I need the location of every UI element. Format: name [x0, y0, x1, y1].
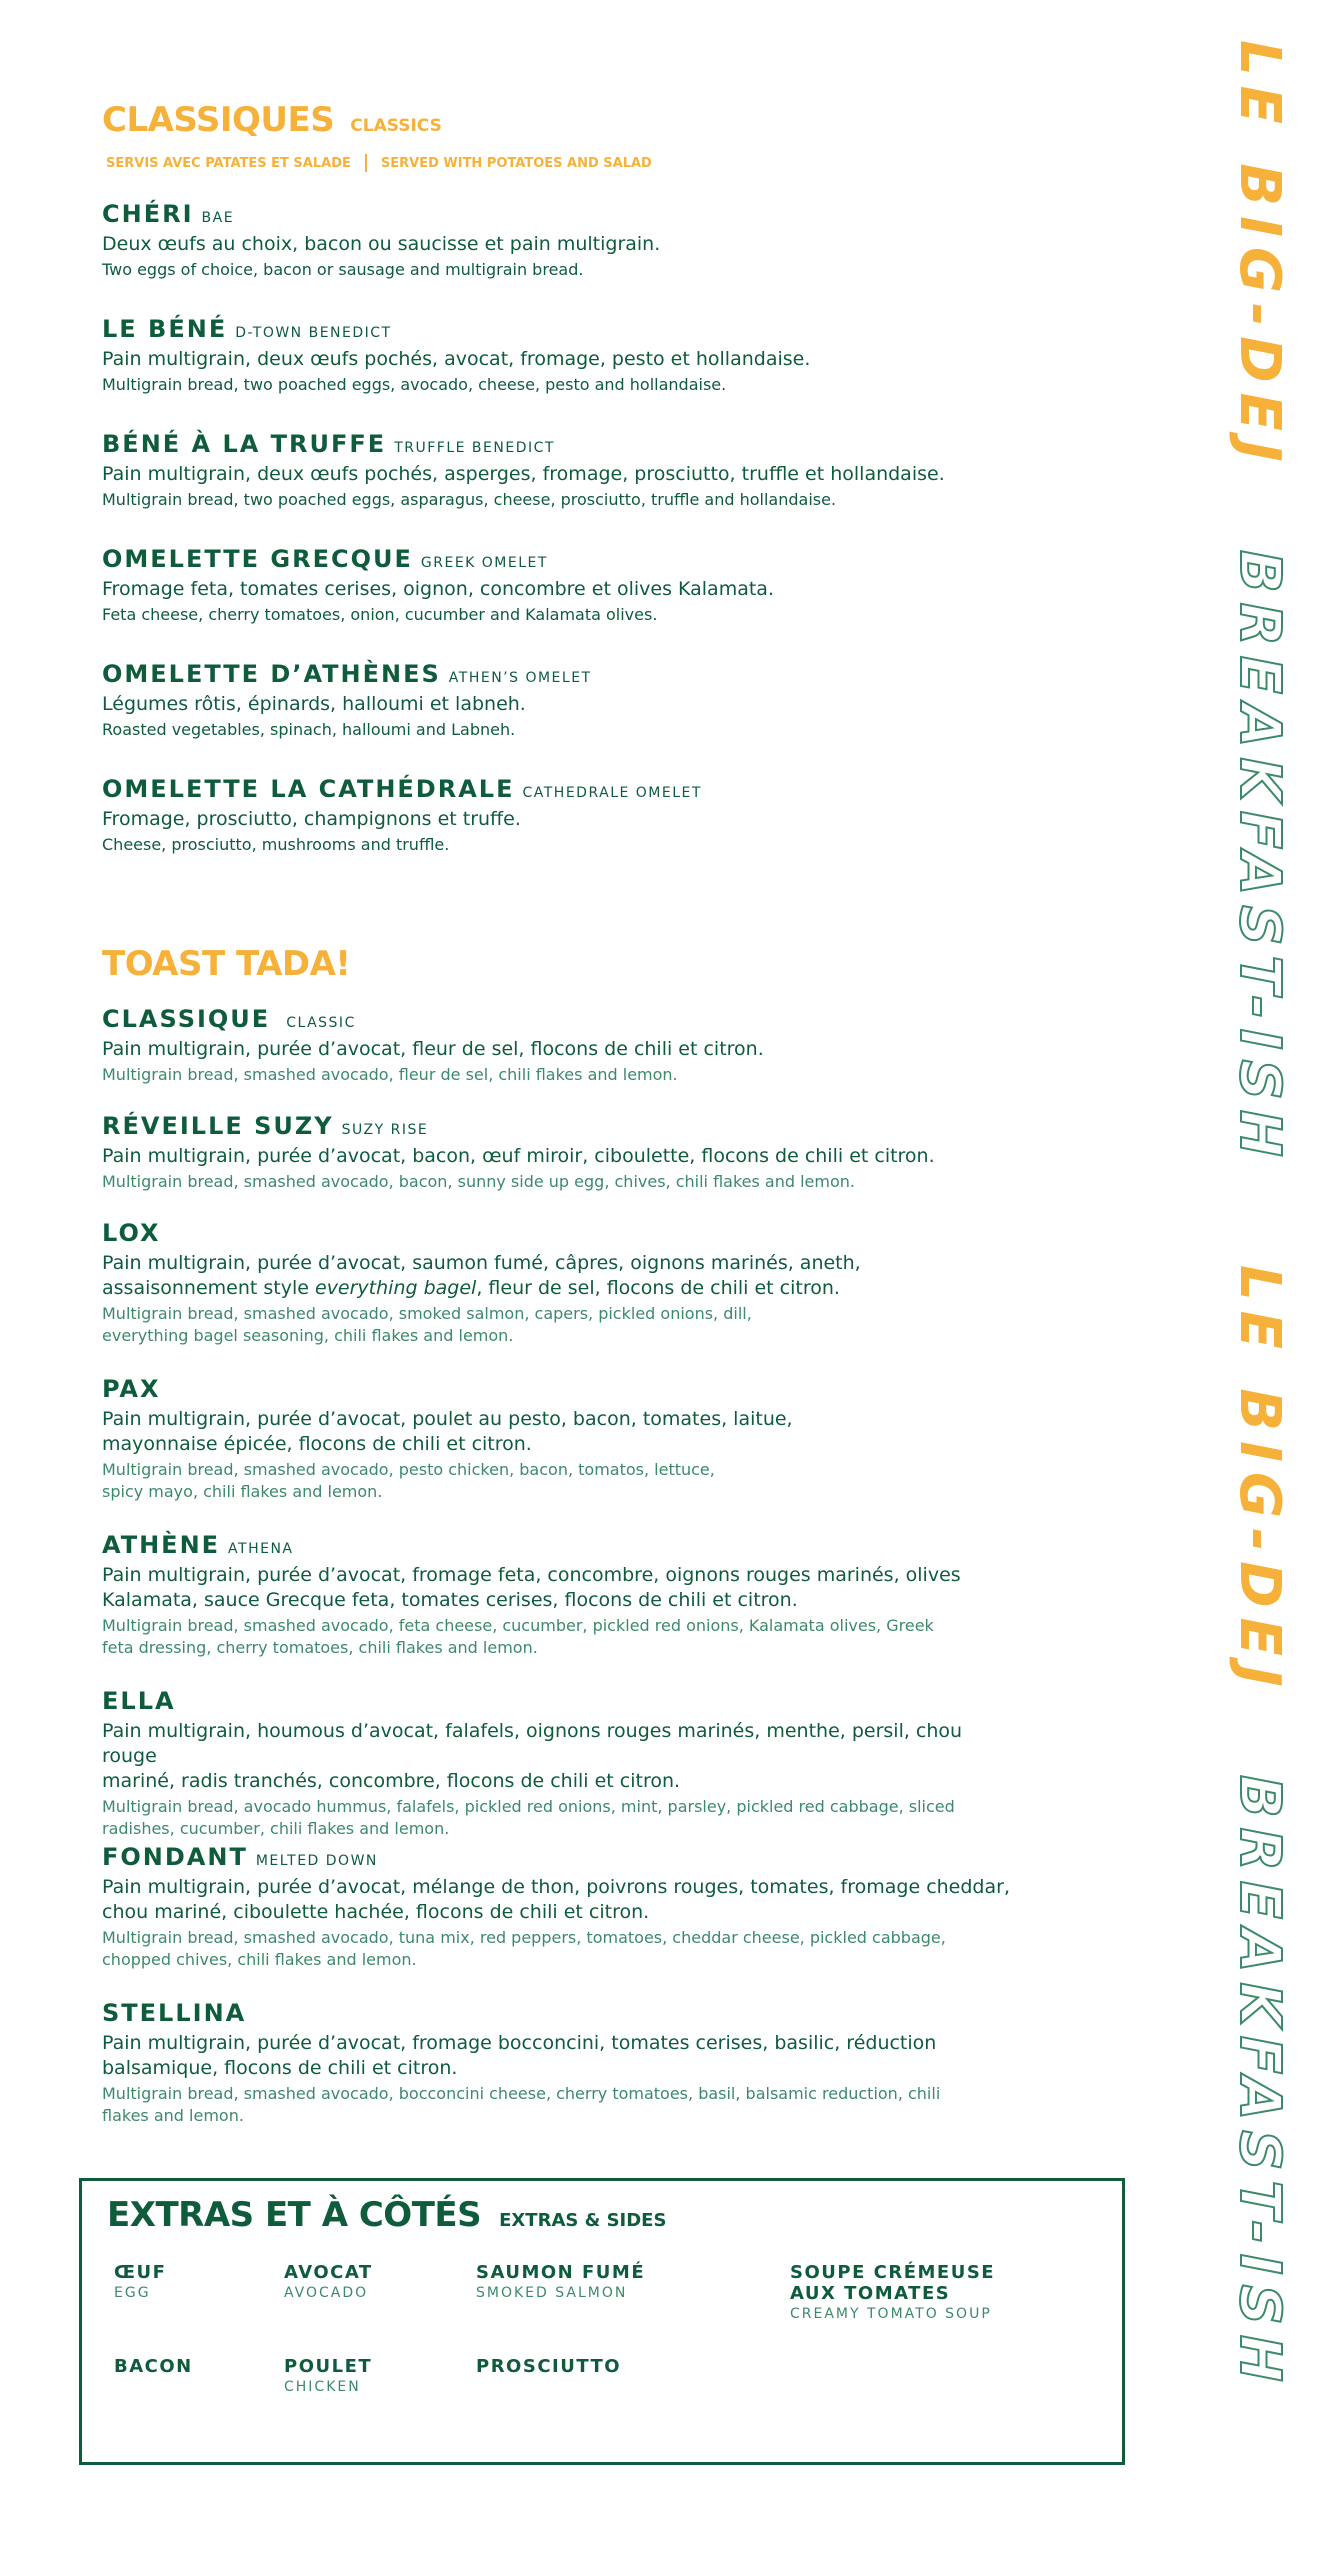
item-name: STELLINA: [102, 1999, 247, 2027]
item-description-fr: [102, 1719, 1022, 1794]
item-name: BÉNÉ À LA TRUFFE: [102, 430, 387, 458]
item-description-fr: Fromage, prosciutto, champignons et truffe.: [102, 808, 521, 830]
extra-name: SOUPE CRÉMEUSE: [790, 2262, 996, 2283]
extra-item-bacon: [114, 2356, 193, 2377]
description-line: Pain multigrain, houmous d’avocat, falafels, oignons rouges marinés, menthe, persil, chou rouge: [102, 1720, 963, 1767]
description-line: mayonnaise épicée, flocons de chili et citron.: [102, 1433, 532, 1455]
extra-name-en: CREAMY TOMATO SOUP: [790, 2306, 992, 2322]
item-description-en: [102, 1927, 1022, 1971]
description-line: Pain multigrain, purée d’avocat, poulet au pesto, bacon, tomates, laitue,: [102, 1408, 793, 1430]
extra-name: SAUMON FUMÉ: [476, 2262, 646, 2283]
item-name-en: GREEK OMELET: [420, 555, 548, 571]
extra-name-en: CHICKEN: [284, 2379, 361, 2395]
item-name-en: D-TOWN BENEDICT: [235, 325, 392, 341]
item-description-fr: Légumes rôtis, épinards, halloumi et labneh.: [102, 693, 526, 715]
extra-item-oeuf: [114, 2262, 166, 2301]
description-italic: everything bagel: [315, 1277, 477, 1299]
extra-item-avocat: [284, 2262, 373, 2301]
item-name-en: ATHEN’S OMELET: [448, 670, 592, 686]
item-name-en: MELTED DOWN: [255, 1853, 378, 1869]
menu-item-lox: [102, 1219, 1022, 1347]
description-line: flakes and lemon.: [102, 2106, 244, 2125]
description-text: , fleur de sel, flocons de chili et citron.: [476, 1277, 840, 1299]
item-name: ATHÈNE: [102, 1531, 221, 1559]
description-line: chopped chives, chili flakes and lemon.: [102, 1950, 417, 1969]
item-description-fr: [102, 1407, 1022, 1457]
item-description-fr: Pain multigrain, purée d’avocat, fleur de sel, flocons de chili et citron.: [102, 1038, 764, 1060]
item-name-en: BAE: [201, 210, 235, 226]
extra-item-saumon-fume: [476, 2262, 645, 2301]
description-line: feta dressing, cherry tomatoes, chili flakes and lemon.: [102, 1638, 538, 1657]
side-title-breakfast-ish: BREAKFAST-ISH: [1227, 550, 1292, 1167]
item-description-en: Multigrain bread, smashed avocado, fleur de sel, chili flakes and lemon.: [102, 1065, 678, 1084]
item-name: CLASSIQUE: [102, 1005, 271, 1033]
description-line: spicy mayo, chili flakes and lemon.: [102, 1482, 383, 1501]
item-description-fr: Pain multigrain, deux œufs pochés, avocat, fromage, pesto et hollandaise.: [102, 348, 811, 370]
description-line: Kalamata, sauce Grecque feta, tomates cerises, flocons de chili et citron.: [102, 1589, 798, 1611]
classiques-title-en: CLASSICS: [350, 116, 442, 136]
item-description-fr: Pain multigrain, deux œufs pochés, asperges, fromage, prosciutto, truffle et hollandaise.: [102, 463, 945, 485]
extras-title-en: EXTRAS & SIDES: [499, 2210, 667, 2231]
menu-item-omelette-cathedrale: [102, 775, 1022, 856]
menu-item-pax: [102, 1375, 1022, 1503]
extra-name-en: AVOCADO: [284, 2285, 369, 2301]
item-name: LE BÉNÉ: [102, 315, 228, 343]
extra-item-poulet: [284, 2356, 372, 2395]
item-description-en: Two eggs of choice, bacon or sausage and multigrain bread.: [102, 260, 584, 279]
extra-name: AUX TOMATES: [790, 2283, 951, 2304]
description-line: Multigrain bread, smashed avocado, smoked salmon, capers, pickled onions, dill,: [102, 1304, 752, 1323]
item-description-en: [102, 1459, 1022, 1503]
toast-title: TOAST TADA!: [102, 944, 351, 984]
classiques-title: CLASSIQUES: [102, 100, 335, 140]
extras-title: EXTRAS ET À CÔTÉS: [107, 2195, 482, 2235]
side-title-le-big-dej-2: LE BIG-DEJ: [1227, 1265, 1292, 1697]
item-description-en: [102, 1303, 1022, 1347]
description-line: Pain multigrain, purée d’avocat, mélange de thon, poivrons rouges, tomates, fromage cheddar,: [102, 1876, 1010, 1898]
item-name-en: CATHEDRALE OMELET: [522, 785, 702, 801]
description-text: assaisonnement style: [102, 1277, 315, 1299]
extra-name-en: SMOKED SALMON: [476, 2285, 628, 2301]
item-description-fr: Fromage feta, tomates cerises, oignon, concombre et olives Kalamata.: [102, 578, 774, 600]
classiques-sub-en: SERVED WITH POTATOES AND SALAD: [380, 155, 652, 171]
item-description-en: Multigrain bread, smashed avocado, bacon, sunny side up egg, chives, chili flakes and lemon.: [102, 1172, 855, 1191]
item-name: OMELETTE D’ATHÈNES: [102, 660, 441, 688]
item-name: LOX: [102, 1219, 161, 1247]
item-name-en: SUZY RISE: [341, 1122, 429, 1138]
item-description-en: [102, 1796, 1022, 1840]
item-name: CHÉRI: [102, 200, 194, 228]
menu-item-ella: [102, 1687, 1022, 1840]
description-line: balsamique, flocons de chili et citron.: [102, 2057, 458, 2079]
extra-name-en: EGG: [114, 2285, 151, 2301]
classiques-sub-fr: SERVIS AVEC PATATES ET SALADE: [106, 155, 351, 171]
description-line: Pain multigrain, purée d’avocat, saumon fumé, câpres, oignons marinés, aneth,: [102, 1252, 861, 1274]
description-line: Pain multigrain, purée d’avocat, fromage bocconcini, tomates cerises, basilic, réduction: [102, 2032, 937, 2054]
toast-heading: [102, 944, 350, 984]
description-line: mariné, radis tranchés, concombre, flocons de chili et citron.: [102, 1770, 681, 1792]
menu-item-bene-truffe: [102, 430, 1022, 511]
item-name: ELLA: [102, 1687, 176, 1715]
menu-item-classique: [102, 1005, 1022, 1086]
item-description-fr: Deux œufs au choix, bacon ou saucisse et pain multigrain.: [102, 233, 661, 255]
extra-name: POULET: [284, 2356, 373, 2377]
menu-item-omelette-grecque: [102, 545, 1022, 626]
description-line: chou mariné, ciboulette hachée, flocons de chili et citron.: [102, 1901, 650, 1923]
classiques-heading: [102, 100, 442, 140]
item-description-fr: Pain multigrain, purée d’avocat, bacon, œuf miroir, ciboulette, flocons de chili et citron.: [102, 1145, 935, 1167]
description-line: Multigrain bread, smashed avocado, tuna mix, red peppers, tomatoes, cheddar cheese, pickled cabbage,: [102, 1928, 946, 1947]
description-line: Multigrain bread, avocado hummus, falafels, pickled red onions, mint, parsley, pickled red cabbage, sliced: [102, 1797, 955, 1816]
item-name: RÉVEILLE SUZY: [102, 1112, 334, 1140]
item-name: OMELETTE LA CATHÉDRALE: [102, 775, 515, 803]
item-description-en: Feta cheese, cherry tomatoes, onion, cucumber and Kalamata olives.: [102, 605, 658, 624]
item-description-en: Multigrain bread, two poached eggs, avocado, cheese, pesto and hollandaise.: [102, 375, 727, 394]
item-description-fr: [102, 1563, 1022, 1613]
item-description-fr: [102, 1251, 1022, 1301]
description-line: radishes, cucumber, chili flakes and lemon.: [102, 1819, 450, 1838]
extras-heading: [107, 2195, 666, 2235]
item-name-en: TRUFFLE BENEDICT: [394, 440, 555, 456]
item-description-en: Cheese, prosciutto, mushrooms and truffle.: [102, 835, 450, 854]
menu-item-athene: [102, 1531, 1022, 1659]
item-name: OMELETTE GRECQUE: [102, 545, 413, 573]
item-name: FONDANT: [102, 1843, 248, 1871]
description-line: Multigrain bread, smashed avocado, pesto chicken, bacon, tomatos, lettuce,: [102, 1460, 715, 1479]
extra-item-prosciutto: [476, 2356, 621, 2377]
extra-name: PROSCIUTTO: [476, 2356, 622, 2377]
menu-item-le-bene: [102, 315, 1022, 396]
classiques-subtitle: [106, 154, 652, 172]
extra-name: AVOCAT: [284, 2262, 373, 2283]
description-line: [102, 1276, 1022, 1301]
item-name-en: CLASSIC: [286, 1015, 356, 1031]
item-description-en: [102, 2083, 1022, 2127]
extras-box: [79, 2178, 1125, 2465]
extra-item-soupe: [790, 2262, 995, 2322]
menu-item-cheri: [102, 200, 1022, 281]
menu-item-omelette-athenes: [102, 660, 1022, 741]
extra-name: ŒUF: [114, 2262, 167, 2283]
item-description-en: Multigrain bread, two poached eggs, asparagus, cheese, prosciutto, truffle and hollandaise.: [102, 490, 837, 509]
menu-item-reveille-suzy: [102, 1112, 1022, 1193]
item-description-en: Roasted vegetables, spinach, halloumi and Labneh.: [102, 720, 516, 739]
item-description-fr: [102, 2031, 1022, 2081]
item-description-en: [102, 1615, 1022, 1659]
menu-item-stellina: [102, 1999, 1022, 2127]
side-title-breakfast-ish-2: BREAKFAST-ISH: [1227, 1775, 1292, 2392]
item-description-fr: [102, 1875, 1022, 1925]
description-line: Pain multigrain, purée d’avocat, fromage feta, concombre, oignons rouges marinés, olives: [102, 1564, 961, 1586]
description-line: Multigrain bread, smashed avocado, feta cheese, cucumber, pickled red onions, Kalamata olives, Greek: [102, 1616, 934, 1635]
item-name: PAX: [102, 1375, 161, 1403]
item-name-en: ATHENA: [228, 1541, 294, 1557]
description-line: Multigrain bread, smashed avocado, bocconcini cheese, cherry tomatoes, basil, balsamic reduction, chili: [102, 2084, 941, 2103]
extra-name: BACON: [114, 2356, 193, 2377]
menu-item-fondant: [102, 1843, 1022, 1971]
subtitle-divider: [365, 154, 367, 172]
side-title-le-big-dej: LE BIG-DEJ: [1227, 40, 1292, 472]
description-line: everything bagel seasoning, chili flakes and lemon.: [102, 1326, 514, 1345]
